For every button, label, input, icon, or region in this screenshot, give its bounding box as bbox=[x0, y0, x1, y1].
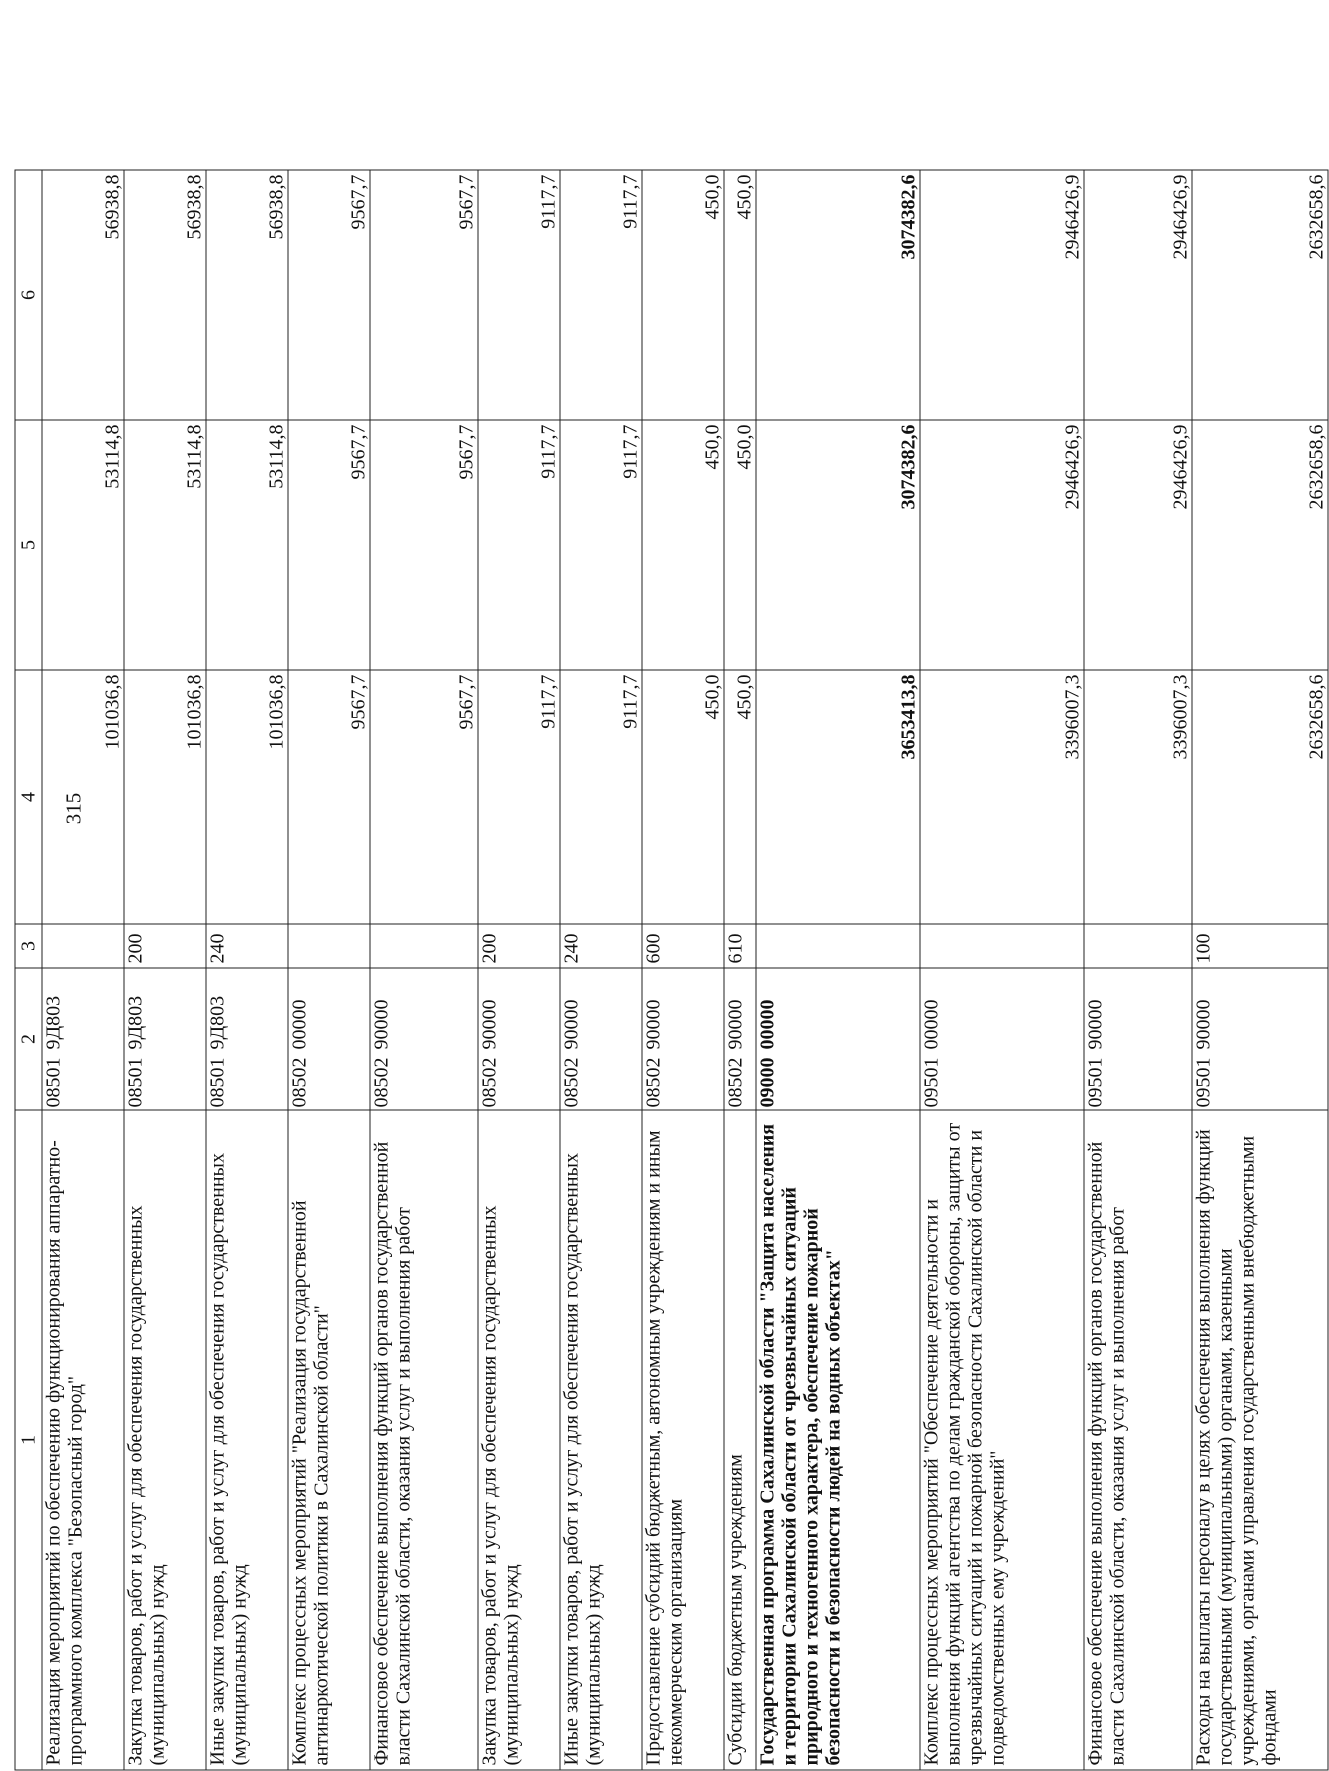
article-code: 9Д803 bbox=[42, 995, 65, 1050]
expense-type bbox=[1084, 924, 1192, 968]
amount-col-5: 9567,7 bbox=[370, 420, 478, 670]
section-code: 08502 bbox=[560, 1057, 583, 1108]
row-description: Комплекс процессных мероприятий "Обеспечение деятельности и выполнения функций агентства по делам гражданской обороны, защиты от чрезвычайных ситуаций и пожарной безопасности Сахалинской области и подведомственных ему учреждений" bbox=[920, 1110, 1084, 1770]
row-description: Финансовое обеспечение выполнения функций органов государственной власти Сахалинской области, оказания услуг и выполнения работ bbox=[370, 1110, 478, 1770]
row-description: Реализация мероприятий по обеспечению функционирования аппаратно-программного комплекса "Безопасный город" bbox=[42, 1110, 124, 1770]
table-row bbox=[124, 170, 206, 1770]
expense-type: 200 bbox=[124, 924, 206, 968]
row-code bbox=[724, 968, 756, 1110]
column-header: 3 bbox=[15, 924, 42, 968]
section-code: 09000 bbox=[756, 1057, 779, 1108]
article-code: 90000 bbox=[724, 999, 747, 1050]
amount-col-5: 9117,7 bbox=[560, 420, 642, 670]
row-description: Предоставление субсидий бюджетным, автономным учреждениям и иным некоммерческим организациям bbox=[642, 1110, 724, 1770]
row-code bbox=[1192, 968, 1328, 1110]
expense-type bbox=[370, 924, 478, 968]
row-description: Закупка товаров, работ и услуг для обеспечения государственных (муниципальных) нужд bbox=[478, 1110, 560, 1770]
row-description: Государственная программа Сахалинской области "Защита населения и территории Сахалинской области от чрезвычайных ситуаций природного и техногенного характера, обеспечение пожарной безопасности и безопасности людей на водных объектах" bbox=[756, 1110, 920, 1770]
expense-type bbox=[288, 924, 370, 968]
amount-col-4: 9117,7 bbox=[478, 670, 560, 924]
expense-type bbox=[42, 924, 124, 968]
amount-col-4: 101036,8 bbox=[42, 670, 124, 924]
section-code: 08501 bbox=[42, 1057, 65, 1108]
amount-col-4: 9567,7 bbox=[288, 670, 370, 924]
section-code: 08502 bbox=[478, 1057, 501, 1108]
article-code: 90000 bbox=[370, 999, 393, 1050]
column-header: 6 bbox=[15, 170, 42, 420]
amount-col-5: 53114,8 bbox=[206, 420, 288, 670]
table-row bbox=[370, 170, 478, 1770]
article-code: 90000 bbox=[560, 999, 583, 1050]
section-code: 08502 bbox=[288, 1057, 311, 1108]
column-header: 4 bbox=[15, 670, 42, 924]
row-code bbox=[756, 968, 920, 1110]
row-code bbox=[920, 968, 1084, 1110]
article-code: 90000 bbox=[1192, 999, 1215, 1050]
article-code: 00000 bbox=[920, 999, 943, 1050]
table-row bbox=[920, 170, 1084, 1770]
table-row bbox=[42, 170, 124, 1770]
row-code bbox=[560, 968, 642, 1110]
row-code bbox=[206, 968, 288, 1110]
article-code: 90000 bbox=[478, 999, 501, 1050]
row-code bbox=[124, 968, 206, 1110]
amount-col-6: 450,0 bbox=[642, 170, 724, 420]
amount-col-6: 450,0 bbox=[724, 170, 756, 420]
expense-type: 240 bbox=[560, 924, 642, 968]
section-code: 08501 bbox=[206, 1057, 229, 1108]
column-header: 1 bbox=[15, 1110, 42, 1770]
amount-col-6: 2946426,9 bbox=[920, 170, 1084, 420]
amount-col-4: 101036,8 bbox=[206, 670, 288, 924]
table-row bbox=[560, 170, 642, 1770]
row-code bbox=[288, 968, 370, 1110]
table-header-row bbox=[15, 170, 42, 1770]
row-description: Закупка товаров, работ и услуг для обеспечения государственных (муниципальных) нужд bbox=[124, 1110, 206, 1770]
amount-col-4: 9567,7 bbox=[370, 670, 478, 924]
expense-type: 600 bbox=[642, 924, 724, 968]
table-row bbox=[478, 170, 560, 1770]
article-code: 90000 bbox=[642, 999, 665, 1050]
amount-col-6: 2632658,6 bbox=[1192, 170, 1328, 420]
amount-col-5: 3074382,6 bbox=[756, 420, 920, 670]
section-code: 09501 bbox=[920, 1057, 943, 1108]
amount-col-6: 9567,7 bbox=[288, 170, 370, 420]
amount-col-4: 2632658,6 bbox=[1192, 670, 1328, 924]
amount-col-6: 9117,7 bbox=[478, 170, 560, 420]
amount-col-4: 3396007,3 bbox=[1084, 670, 1192, 924]
table-row bbox=[206, 170, 288, 1770]
expense-type bbox=[756, 924, 920, 968]
amount-col-6: 56938,8 bbox=[124, 170, 206, 420]
article-code: 00000 bbox=[288, 999, 311, 1050]
row-description: Финансовое обеспечение выполнения функций органов государственной власти Сахалинской области, оказания услуг и выполнения работ bbox=[1084, 1110, 1192, 1770]
section-code: 08501 bbox=[124, 1057, 147, 1108]
amount-col-4: 101036,8 bbox=[124, 670, 206, 924]
article-code: 90000 bbox=[1084, 999, 1107, 1050]
amount-col-6: 9117,7 bbox=[560, 170, 642, 420]
table-row bbox=[1084, 170, 1192, 1770]
amount-col-5: 450,0 bbox=[642, 420, 724, 670]
section-code: 09501 bbox=[1084, 1057, 1107, 1108]
amount-col-4: 450,0 bbox=[724, 670, 756, 924]
row-code bbox=[642, 968, 724, 1110]
amount-col-5: 2632658,6 bbox=[1192, 420, 1328, 670]
amount-col-5: 9117,7 bbox=[478, 420, 560, 670]
expense-type: 200 bbox=[478, 924, 560, 968]
article-code: 9Д803 bbox=[206, 995, 229, 1050]
amount-col-5: 450,0 bbox=[724, 420, 756, 670]
amount-col-5: 2946426,9 bbox=[920, 420, 1084, 670]
amount-col-6: 56938,8 bbox=[42, 170, 124, 420]
amount-col-5: 53114,8 bbox=[124, 420, 206, 670]
amount-col-6: 2946426,9 bbox=[1084, 170, 1192, 420]
table-row bbox=[642, 170, 724, 1770]
expense-type bbox=[920, 924, 1084, 968]
row-description: Субсидии бюджетным учреждениям bbox=[724, 1110, 756, 1770]
amount-col-6: 3074382,6 bbox=[756, 170, 920, 420]
amount-col-5: 2946426,9 bbox=[1084, 420, 1192, 670]
row-code bbox=[1084, 968, 1192, 1110]
table-row bbox=[756, 170, 920, 1770]
table-row bbox=[724, 170, 756, 1770]
section-code: 08502 bbox=[370, 1057, 393, 1108]
row-code bbox=[42, 968, 124, 1110]
expense-type: 100 bbox=[1192, 924, 1328, 968]
table-row bbox=[288, 170, 370, 1770]
amount-col-4: 3653413,8 bbox=[756, 670, 920, 924]
amount-col-4: 3396007,3 bbox=[920, 670, 1084, 924]
section-code: 08502 bbox=[642, 1057, 665, 1108]
amount-col-4: 450,0 bbox=[642, 670, 724, 924]
row-description: Иные закупки товаров, работ и услуг для обеспечения государственных (муниципальных) нужд bbox=[560, 1110, 642, 1770]
column-header: 5 bbox=[15, 420, 42, 670]
section-code: 09501 bbox=[1192, 1057, 1215, 1108]
row-code bbox=[478, 968, 560, 1110]
expense-type: 240 bbox=[206, 924, 288, 968]
amount-col-4: 9117,7 bbox=[560, 670, 642, 924]
page-number-text: 315 bbox=[61, 792, 86, 825]
row-description: Иные закупки товаров, работ и услуг для обеспечения государственных (муниципальных) нужд bbox=[206, 1110, 288, 1770]
row-description: Комплекс процессных мероприятий "Реализация государственной антинаркотической политики в Сахалинской области" bbox=[288, 1110, 370, 1770]
budget-table-body bbox=[15, 170, 1328, 1770]
table-row bbox=[1192, 170, 1328, 1770]
expense-type: 610 bbox=[724, 924, 756, 968]
article-code: 00000 bbox=[756, 999, 779, 1050]
amount-col-5: 9567,7 bbox=[288, 420, 370, 670]
budget-table bbox=[15, 170, 1329, 1771]
article-code: 9Д803 bbox=[124, 995, 147, 1050]
amount-col-6: 9567,7 bbox=[370, 170, 478, 420]
amount-col-6: 56938,8 bbox=[206, 170, 288, 420]
section-code: 08502 bbox=[724, 1057, 747, 1108]
row-code bbox=[370, 968, 478, 1110]
row-description: Расходы на выплаты персоналу в целях обеспечения выполнения функций государственными (муниципальными) органами, казенными учреждениями, органами управления государственными внебюджетными фондами bbox=[1192, 1110, 1328, 1770]
amount-col-5: 53114,8 bbox=[42, 420, 124, 670]
column-header: 2 bbox=[15, 968, 42, 1110]
